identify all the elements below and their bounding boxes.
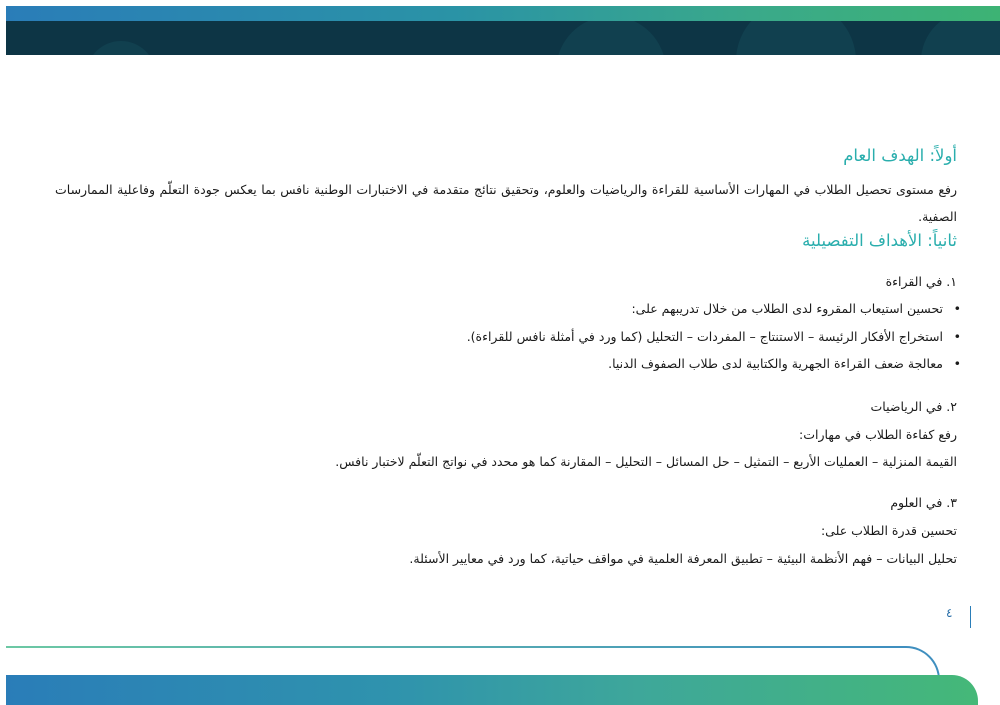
math-heading: ٢. في الرياضيات (870, 399, 957, 414)
page-number-divider (970, 606, 971, 628)
header-banner (6, 21, 1000, 55)
list-item: • تحسين استيعاب المقروء لدى الطلاب من خلال تدريبهم على: (631, 301, 943, 316)
science-skills: تحليل البيانات – فهم الأنظمة البيئية – تطبيق المعرفة العلمية في مواقف حياتية، كما ورد في معايير الأسئلة. (409, 551, 957, 566)
header-gradient-bar (6, 6, 1000, 22)
math-intro: رفع كفاءة الطلاب في مهارات: (799, 427, 957, 442)
detailed-goals-heading: ثانياً: الأهداف التفصيلية (802, 231, 957, 250)
page-number: ٤ (946, 606, 953, 620)
general-goal-text: رفع مستوى تحصيل الطلاب في المهارات الأساسية للقراءة والرياضيات والعلوم، وتحقيق نتائج متقدمة في الاختبارات الوطنية نافس بما يعكس جودة التعلّم وفاعلية الممارسات الصفية. (55, 182, 957, 224)
list-item: • استخراج الأفكار الرئيسة – الاستنتاج – المفردات – التحليل (كما ورد في أمثلة نافس للقراءة). (467, 329, 943, 344)
math-skills: القيمة المنزلية – العمليات الأربع – التمثيل – حل المسائل – التحليل – المقارنة كما هو محدد في نواتج التعلّم لاختبار نافس. (335, 454, 957, 469)
reading-heading: ١. في القراءة (885, 274, 957, 289)
footer-line (6, 646, 906, 648)
general-goal-heading: أولاً: الهدف العام (843, 146, 957, 165)
science-intro: تحسين قدرة الطلاب على: (820, 523, 957, 538)
science-heading: ٣. في العلوم (890, 495, 957, 510)
list-item: • معالجة ضعف القراءة الجهرية والكتابية لدى طلاب الصفوف الدنيا. (608, 356, 943, 371)
footer-gradient-bar (6, 675, 978, 705)
